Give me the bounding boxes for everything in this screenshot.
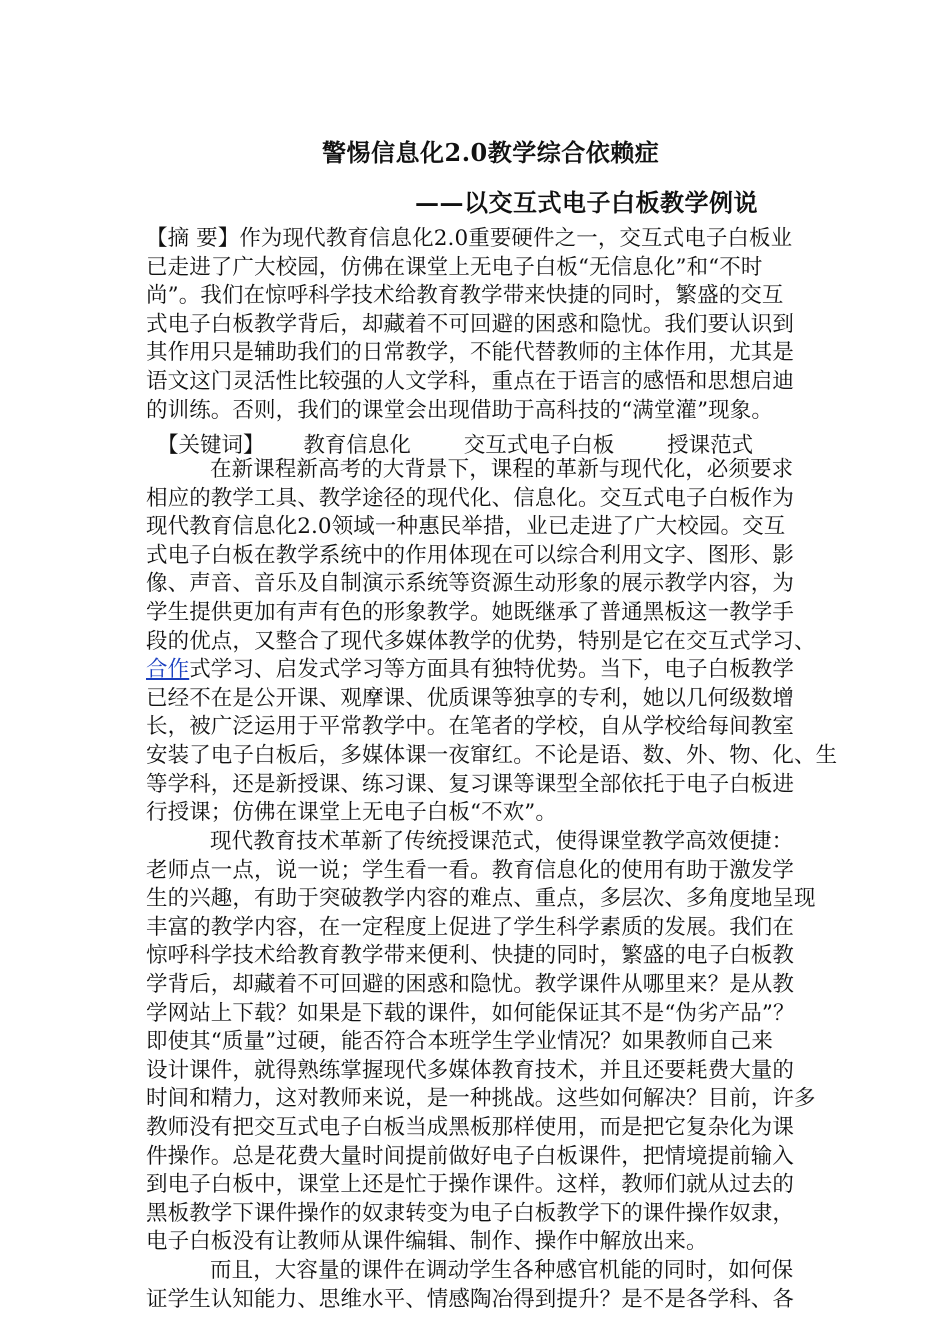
paragraph-line: 设计课件，就得熟练掌握现代多媒体教育技术，并且还要耗费大量的 <box>146 1057 795 1083</box>
paragraph-1 <box>146 456 838 828</box>
abstract <box>146 225 806 425</box>
paragraph-line: 丰富的教学内容，在一定程度上促进了学生科学素质的发展。我们在 <box>146 914 795 940</box>
paragraph-line: 黑板教学下课件操作的奴隶转变为电子白板教学下的课件操作奴隶， <box>146 1200 795 1226</box>
document-subtitle: ——以交互式电子白板教学例说 <box>415 188 758 217</box>
abstract-line: 语文这门灵活性比较强的人文学科，重点在于语言的感悟和思想启迪 <box>146 368 795 394</box>
paragraph-line: 教师没有把交互式电子白板当成黑板那样使用，而是把它复杂化为课 <box>146 1114 795 1140</box>
paragraph-2 <box>146 828 816 1257</box>
paragraph-line: 像、声音、音乐及自制演示系统等资源生动形象的展示教学内容，为 <box>146 571 795 597</box>
paragraph-line: 生的兴趣，有助于突破教学内容的难点、重点，多层次、多角度地呈现 <box>146 886 816 912</box>
keyword-item: 授课范式 <box>667 433 754 458</box>
paragraph-3 <box>146 1257 806 1314</box>
paragraph-line: 惊呼科学技术给教育教学带来便利、快捷的同时，繁盛的电子白板教 <box>146 943 795 969</box>
paragraph-line: 安装了电子白板后，多媒体课一夜窜红。不论是语、数、外、物、化、生 <box>146 742 838 768</box>
abstract-line: 式电子白板教学背后，却藏着不可回避的困惑和隐忧。我们要认识到 <box>146 311 795 337</box>
abstract-line: 其作用只是辅助我们的日常教学，不能代替教师的主体作用，尤其是 <box>146 340 795 366</box>
abstract-line: 的训练。否则，我们的课堂会出现借助于高科技的“满堂灌”现象。 <box>146 397 773 423</box>
paragraph-line: 现代教育信息化2.0领域一种惠民举措，业已走进了广大校园。交互 <box>146 514 786 540</box>
paragraph-line: 长，被广泛运用于平常教学中。在笔者的学校，自从学校给每间教室 <box>146 714 795 740</box>
paragraph-line: 式电子白板在教学系统中的作用体现在可以综合利用文字、图形、影 <box>146 542 795 568</box>
document-title: 警惕信息化2.0教学综合依赖症 <box>322 138 660 167</box>
paragraph-line: 相应的教学工具、教学途径的现代化、信息化。交互式电子白板作为 <box>146 485 795 511</box>
paragraph-line: 而且，大容量的课件在调动学生各种感官机能的同时，如何保 <box>210 1258 794 1283</box>
paragraph-line: 学生提供更加有声有色的形象教学。她既继承了普通黑板这一教学手 <box>146 599 795 625</box>
paragraph-line: 证学生认知能力、思维水平、情感陶冶得到提升？是不是各学科、各 <box>146 1286 795 1312</box>
paragraph-line-text: 式学习、启发式学习等方面具有独特优势。当下，电子白板教学 <box>189 657 795 683</box>
keywords-label: 【关键词】 <box>157 433 265 458</box>
paragraph-line: 等学科，还是新授课、练习课、复习课等课型全部依托于电子白板进 <box>146 771 795 797</box>
paragraph-line: 即使其“质量”过硬，能否符合本班学生学业情况？如果教师自己来 <box>146 1029 773 1055</box>
paragraph-line: 段的优点，又整合了现代多媒体教学的优势，特别是它在交互式学习、 <box>146 628 816 654</box>
paragraph-line: 已经不在是公开课、观摩课、优质课等独享的专利，她以几何级数增 <box>146 685 795 711</box>
paragraph-line: 在新课程新高考的大背景下，课程的革新与现代化，必须要求 <box>210 457 794 482</box>
paragraph-line: 时间和精力，这对教师来说，是一种挑战。这些如何解决？目前，许多 <box>146 1086 816 1112</box>
paragraph-line: 现代教育技术革新了传统授课范式，使得课堂教学高效便捷： <box>210 829 794 854</box>
abstract-line: 尚”。我们在惊呼科学技术给教育教学带来快捷的同时，繁盛的交互 <box>146 283 784 309</box>
keyword-item: 教育信息化 <box>303 433 411 458</box>
paragraph-line <box>146 656 806 685</box>
abstract-line: 已走进了广大校园，仿佛在课堂上无电子白板“无信息化”和“不时 <box>146 254 763 280</box>
hyperlink-cooperation[interactable]: 合作 <box>146 657 190 683</box>
paragraph-line: 到电子白板中，课堂上还是忙于操作课件。这样，教师们就从过去的 <box>146 1172 795 1198</box>
paragraph-line: 件操作。总是花费大量时间提前做好电子白板课件，把情境提前输入 <box>146 1143 795 1169</box>
paragraph-line: 行授课；仿佛在课堂上无电子白板“不欢”。 <box>146 800 557 826</box>
keyword-item: 交互式电子白板 <box>463 433 615 458</box>
paragraph-line: 学背后，却藏着不可回避的困惑和隐忧。教学课件从哪里来？是从教 <box>146 971 795 997</box>
paragraph-line: 电子白板没有让教师从课件编辑、制作、操作中解放出来。 <box>146 1229 708 1255</box>
paragraph-line: 老师点一点，说一说；学生看一看。教育信息化的使用有助于激发学 <box>146 857 795 883</box>
abstract-line: 【摘 要】作为现代教育信息化2.0重要硬件之一，交互式电子白板业 <box>146 226 793 251</box>
paragraph-line: 学网站上下载？如果是下载的课件，如何能保证其不是“伪劣产品”？ <box>146 1000 795 1026</box>
